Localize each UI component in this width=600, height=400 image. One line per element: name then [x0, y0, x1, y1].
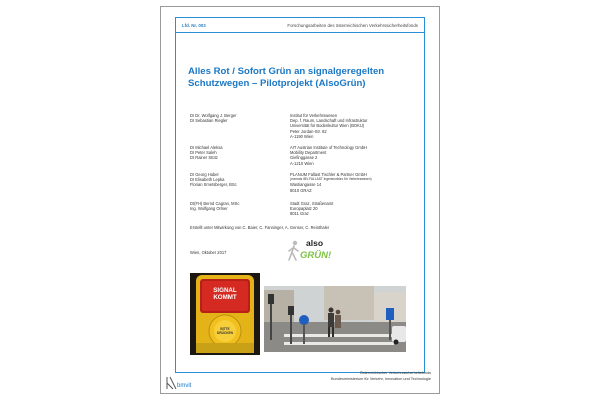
author-name: DI Rainer Stütz [190, 155, 218, 161]
logo-gruen-text: GRÜN! [300, 250, 332, 261]
author-name: DI(FH) Bernd Cagran, MSc [190, 201, 240, 206]
alsogruen-logo [284, 238, 339, 268]
institution-line: A-1190 Wien [290, 133, 314, 139]
logo-also-text: also [306, 238, 324, 248]
report-title [188, 66, 418, 89]
institution-line: (vormals IBV-FALLAST Ingenieurbüro für Verkehrswesen) [290, 177, 372, 182]
title-line-1: Alles Rot / Sofort Grün an signalgeregelten [188, 66, 385, 77]
publication-date: Wien, Oktober 2017 [190, 250, 227, 255]
institution-line: Wastiangasse 14 [290, 182, 322, 188]
button-label [190, 327, 260, 335]
crosswalk-scene [264, 286, 406, 352]
signal-display [190, 287, 260, 301]
street-crossing-photo [264, 286, 406, 352]
author-name: DI Georg Huber [190, 172, 219, 177]
author-name: DI Michael Aleksa [190, 145, 223, 150]
push-button-photo [190, 273, 260, 355]
institution-line: Europaplatz 20 [290, 206, 318, 212]
institution-line: PLANUM Fallast Tischler & Partner GmbH [290, 172, 367, 177]
institution-line: Giefinggasse 2 [290, 155, 318, 161]
bmvit-logo-text: bmvit [177, 383, 192, 389]
institution-line: Institut für Verkehrswesen [290, 113, 338, 118]
cover-frame [175, 17, 425, 373]
bmvit-logo [165, 375, 195, 391]
series-title: Forschungsarbeiten des österreichischen Verkehrssicherheitsfonds [287, 23, 418, 28]
contributors-credit: Erstellt unter Mitwirkung von C. Baier, C. Fanninger, A. Genser, C. Reinthaler [190, 225, 330, 230]
author-name: DI Sebastian Riegler [190, 118, 228, 124]
institution-line: 8010 GRAZ [290, 187, 312, 193]
push-button-illustration [190, 273, 260, 355]
author-name: DI Elisabeth Lepka [190, 177, 225, 183]
institution-line: Peter Jordan-Str. 82 [290, 128, 327, 134]
header-divider [176, 32, 424, 33]
author-name: Ing. Wolfgang Orlner [190, 206, 228, 212]
signal-text-line-2: KOMMT [213, 294, 237, 301]
report-cover-page [160, 6, 440, 394]
button-text-line-2: DRÜCKEN [217, 331, 233, 335]
institution-line: Stadt Graz, Straßenamt [290, 201, 334, 206]
institution-line: 8011 Graz [290, 211, 309, 217]
institution-line: Dep. f. Raum, Landschaft und Infrastruktur [290, 118, 368, 124]
institution-line: A-1210 Wien [290, 160, 314, 166]
footer-publisher [331, 371, 431, 382]
author-name: DI Peter Saleh [190, 150, 217, 156]
author-name: DI Dr. Wolfgang J. Berger [190, 113, 237, 118]
signal-text-line-1: SIGNAL [213, 287, 237, 294]
footer-line-2: Bundesministerium für Verkehr, Innovation und Technologie [331, 376, 431, 381]
footer-line-1: Österreichischer Verkehrssicherheitsfonds [359, 371, 431, 375]
author-name: Florian Smetsberger, BSc [190, 182, 237, 188]
institution-line: Universität für Bodenkultur Wien (BOKU) [290, 123, 365, 129]
institution-line: AIT Austrian Institute of Technology GmbH [290, 145, 367, 150]
institution-line: Mobility Department [290, 150, 327, 156]
title-line-2: Schutzwegen – Pilotprojekt (AlsoGrün) [188, 77, 366, 89]
button-text-line-1: BITTE [220, 327, 230, 331]
report-number: Lfd. Nr. 003 [182, 23, 206, 28]
